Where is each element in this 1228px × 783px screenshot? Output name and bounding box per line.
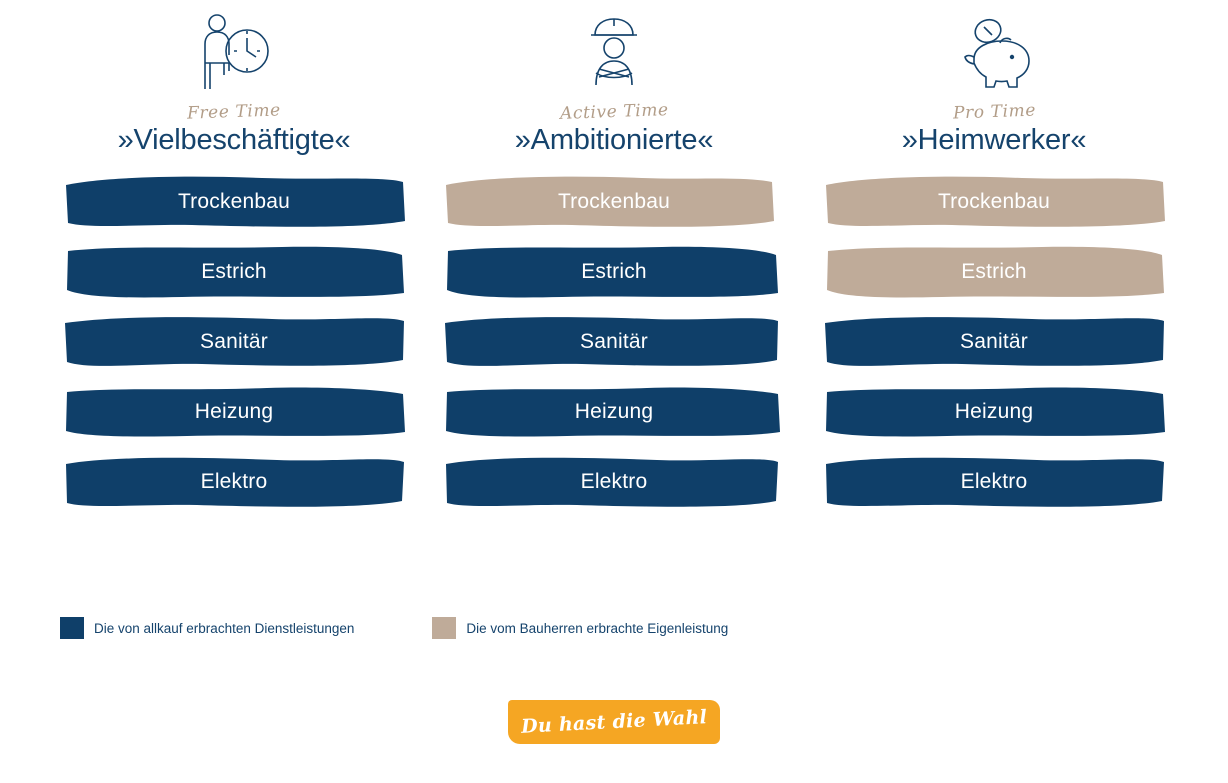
bar-label: Heizung — [194, 400, 274, 423]
column-bars — [822, 173, 1167, 511]
legend-label-allkauf: Die von allkauf erbrachten Dienstleistungen — [94, 620, 355, 636]
bar-label: Elektro — [580, 470, 648, 493]
legend-swatch-bauherr — [432, 617, 456, 639]
bar-label: Sanitär — [200, 330, 268, 353]
legend-swatch-allkauf — [60, 617, 84, 639]
bar-row[interactable] — [62, 453, 407, 511]
bar-label: Trockenbau — [937, 190, 1051, 213]
column-free-time — [44, 8, 424, 511]
bar-label: Estrich — [961, 260, 1027, 283]
bar-label: Heizung — [574, 400, 654, 423]
bar-row[interactable] — [62, 313, 407, 371]
column-title: »Heimwerker« — [901, 124, 1087, 156]
bar-row[interactable] — [822, 313, 1167, 371]
bar-row[interactable] — [822, 383, 1167, 441]
piggy-bank-with-coin-icon — [944, 8, 1044, 100]
bar-row[interactable] — [442, 243, 787, 301]
bar-label: Elektro — [200, 470, 268, 493]
person-with-clock-icon — [184, 8, 284, 100]
bar-label: Heizung — [954, 400, 1034, 423]
worker-with-helmet-icon — [569, 8, 659, 100]
bar-label: Trockenbau — [177, 190, 291, 213]
bar-label: Estrich — [201, 260, 267, 283]
column-title: »Vielbeschäftigte« — [117, 124, 351, 156]
bar-label: Trockenbau — [557, 190, 671, 213]
column-script-label: Pro Time — [952, 100, 1036, 124]
bar-row[interactable] — [442, 453, 787, 511]
choice-stamp-badge[interactable] — [508, 700, 720, 744]
bar-row[interactable] — [62, 243, 407, 301]
column-bars — [62, 173, 407, 511]
legend-label-bauherr: Die vom Bauherren erbrachte Eigenleistung — [466, 620, 729, 636]
bar-row[interactable] — [442, 383, 787, 441]
bar-row[interactable] — [442, 313, 787, 371]
column-active-time — [424, 8, 804, 511]
legend-item-bauherr — [432, 617, 728, 639]
legend-item-allkauf — [60, 617, 354, 639]
bar-row[interactable] — [822, 453, 1167, 511]
legend — [60, 617, 728, 639]
bar-row[interactable] — [62, 173, 407, 231]
choice-stamp-text: Du hast die Wahl — [520, 706, 708, 738]
column-pro-time — [804, 8, 1184, 511]
bar-label: Elektro — [960, 470, 1028, 493]
bar-label: Sanitär — [960, 330, 1028, 353]
bar-row[interactable] — [822, 173, 1167, 231]
bar-row[interactable] — [822, 243, 1167, 301]
column-bars — [442, 173, 787, 511]
column-script-label: Active Time — [559, 100, 669, 124]
column-title: »Ambitionierte« — [514, 124, 714, 156]
bar-row[interactable] — [62, 383, 407, 441]
bar-row[interactable] — [442, 173, 787, 231]
column-script-label: Free Time — [186, 100, 282, 124]
bar-label: Sanitär — [580, 330, 648, 353]
bar-label: Estrich — [581, 260, 647, 283]
